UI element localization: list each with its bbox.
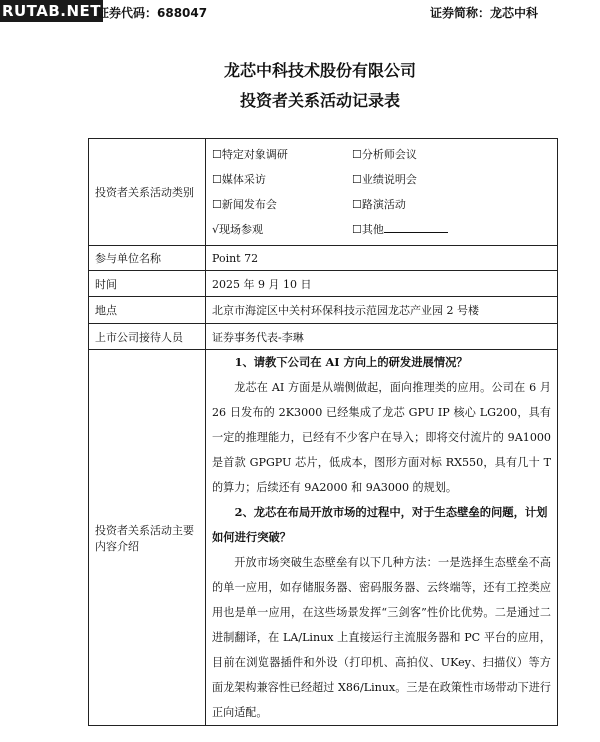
company-title: 龙芯中科技术股份有限公司 — [223, 61, 416, 80]
other-blank-line — [384, 220, 448, 233]
option-roadshow[interactable]: ☐路演活动 — [352, 198, 406, 211]
record-table — [88, 138, 558, 726]
option-other-label: ☐其他 — [352, 223, 384, 236]
reception-label: 上市公司接待人员 — [89, 324, 206, 350]
question-2: 2、龙芯在布局开放市场的过程中，对于生态壁垒的问题，计划如何进行突破？ — [212, 505, 548, 544]
answer-1: 龙芯在 AI 方面是从端侧做起，面向推理类的应用。公司在 6 月 26 日发布的 2K3000 已经集成了龙芯 GPU IP 核心 LG200，具有一定的推理能力，已经有不少客户在导入；即将交付流片的 9A1000 是首款 GPGPU 芯片，低成本，图形方面对标 RX550，具有几十 T 的算力；后续还有 9A2000 和 9A3000 的规划。 — [212, 381, 551, 494]
content-body — [206, 350, 558, 726]
content-label: 投资者关系活动主要内容介绍 — [89, 350, 206, 726]
stock-code: 证券代码：688047 — [97, 6, 208, 20]
option-other[interactable] — [352, 220, 551, 239]
question-1: 1、请教下公司在 AI 方向上的研发进展情况？ — [234, 355, 468, 369]
option-specific-research[interactable]: ☐特定对象调研 — [212, 148, 288, 161]
option-earnings-call[interactable]: ☐业绩说明会 — [352, 173, 417, 186]
reception-value: 证券事务代表-李琳 — [206, 324, 558, 350]
activity-type-options — [206, 139, 558, 246]
answer-2: 开放市场突破生态壁垒有以下几种方法：一是选择生态壁垒不高的单一应用，如存储服务器、密码服务器、云终端等，还有工控类应用也是单一应用，在这些场景发挥“三剑客”性价比优势。二是通过二进制翻译，在 LA/Linux 上直接运行主流服务器和 PC 平台的应用，目前在浏览器插件和外设（打印机、高拍仪、UKey、扫描仪）等方面龙架构兼容性已经超过 X86/Linux。三是在政策性市场带动下进行正向适配。 — [212, 556, 551, 719]
option-media-interview[interactable]: ☐媒体采访 — [212, 173, 266, 186]
time-label: 时间 — [89, 271, 206, 297]
stock-short-name: 证券简称：龙芯中科 — [429, 6, 538, 20]
option-analyst-meeting[interactable]: ☐分析师会议 — [352, 148, 417, 161]
location-value: 北京市海淀区中关村环保科技示范园龙芯产业园 2 号楼 — [206, 297, 558, 324]
activity-type-label: 投资者关系活动类别 — [89, 139, 206, 246]
participants-value: Point 72 — [206, 246, 558, 271]
watermark-logo: RUTAB.NET — [1, 2, 102, 20]
time-value: 2025 年 9 月 10 日 — [206, 271, 558, 297]
document-title: 投资者关系活动记录表 — [239, 91, 400, 110]
option-site-visit[interactable]: √现场参观 — [212, 223, 264, 236]
option-press-conference[interactable]: ☐新闻发布会 — [212, 198, 277, 211]
location-label: 地点 — [89, 297, 206, 324]
participants-label: 参与单位名称 — [89, 246, 206, 271]
